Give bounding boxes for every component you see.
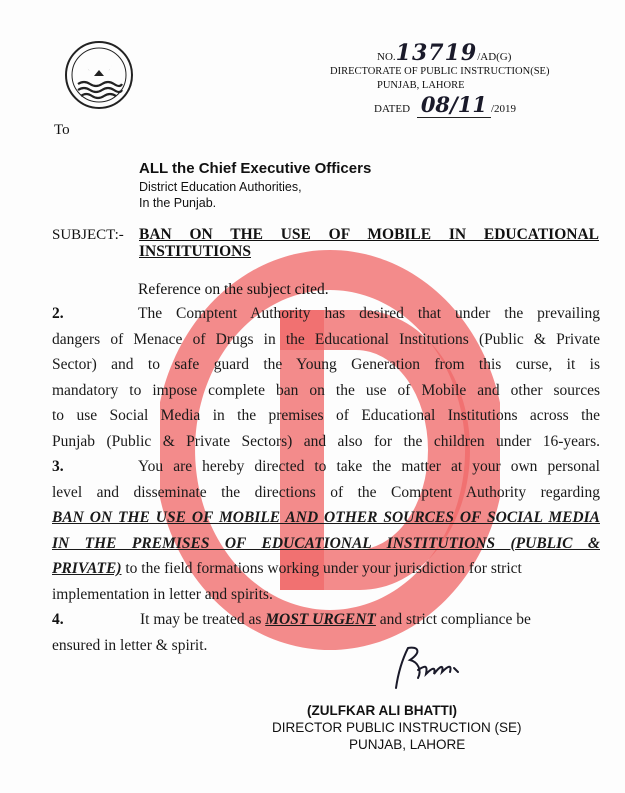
directorate-name: DIRECTORATE OF PUBLIC INSTRUCTION(SE) (330, 66, 550, 77)
reference-number-suffix: /AD(G) (477, 51, 512, 63)
paragraph-4-post: and strict compliance be (375, 611, 531, 628)
addressee-title: ALL the Chief Executive Officers (139, 160, 372, 177)
paragraph-3-line-5 (52, 556, 600, 582)
directorate-city: PUNJAB, LAHORE (377, 80, 465, 91)
paragraph-2 (52, 301, 600, 454)
paragraph-2-line-5: to use Social Media in the premises of Educational Institutions across the (52, 407, 600, 424)
paragraph-3-line-1: You are hereby directed to take the matter at your own personal (138, 458, 600, 475)
signatory-designation: DIRECTOR PUBLIC INSTRUCTION (SE) (272, 720, 522, 735)
paragraph-2-line-2: dangers of Menace of Drugs in the Educational Institutions (Public & Private (52, 330, 600, 348)
paragraph-3-number: 3. (52, 458, 64, 475)
punjab-government-logo-icon (64, 40, 134, 110)
paragraph-4-pre: It may be treated as (140, 611, 266, 628)
signatory-place: PUNJAB, LAHORE (349, 737, 466, 752)
paragraph-3-line-2: level and disseminate the directions of the Comptent Authority regarding (52, 483, 600, 501)
dated-year: /2019 (490, 103, 516, 115)
paragraph-3-emphasis-2: IN THE PREMISES OF EDUCATIONAL INSTITUTIONS (PUBLIC & (52, 534, 600, 552)
signature-scribble-icon (388, 640, 478, 692)
to-label: To (54, 122, 70, 138)
paragraph-2-line-6: Punjab (Public & Private Sectors) and also for the children under 16-years. (52, 432, 600, 450)
paragraph-3-line-5-rest: to the field formations working under your jurisdiction for strict (121, 560, 522, 577)
dated-label: DATED (374, 103, 411, 115)
paragraph-2-number: 2. (52, 305, 64, 322)
paragraph-3-emphasis-3: PRIVATE) (52, 560, 122, 577)
reference-number-handwritten: 13719 (395, 40, 478, 66)
paragraph-2-line-1: The Comptent Authority has desired that under the prevailing (138, 305, 600, 322)
paragraph-3 (52, 454, 600, 607)
paragraph-2-line-3: Sector) and to safe guard the Young Generation from this curse, it is (52, 356, 600, 373)
paragraph-4-number: 4. (52, 611, 64, 628)
paragraph-4-line-1 (52, 607, 600, 633)
paragraph-4-line-2: ensured in letter & spirit. (52, 636, 208, 654)
reference-line: Reference on the subject cited. (138, 281, 329, 298)
signatory-name: (ZULFKAR ALI BHATTI) (307, 703, 457, 718)
paragraph-3-line-6: implementation in letter and spirits. (52, 585, 273, 603)
paragraph-3-emphasis-1: BAN ON THE USE OF MOBILE AND OTHER SOURCES OF SOCIAL MEDIA (52, 509, 600, 526)
subject-line-1: BAN ON THE USE OF MOBILE IN EDUCATIONAL (139, 226, 599, 243)
paragraph-4 (52, 607, 600, 658)
subject-line-2: INSTITUTIONS (139, 243, 251, 260)
reference-number (377, 40, 511, 66)
dated-field (374, 92, 516, 118)
dated-handwritten: 08/11 (417, 92, 491, 118)
subject-label: SUBJECT:- (52, 227, 124, 243)
reference-number-label: NO. (377, 51, 396, 63)
paragraph-4-urgent: MOST URGENT (265, 611, 376, 628)
addressee-line-1: District Education Authorities, (139, 180, 302, 194)
addressee-line-2: In the Punjab. (139, 196, 217, 210)
paragraph-2-line-4: mandatory to impose complete ban on the use of Mobile and other sources (52, 381, 600, 399)
